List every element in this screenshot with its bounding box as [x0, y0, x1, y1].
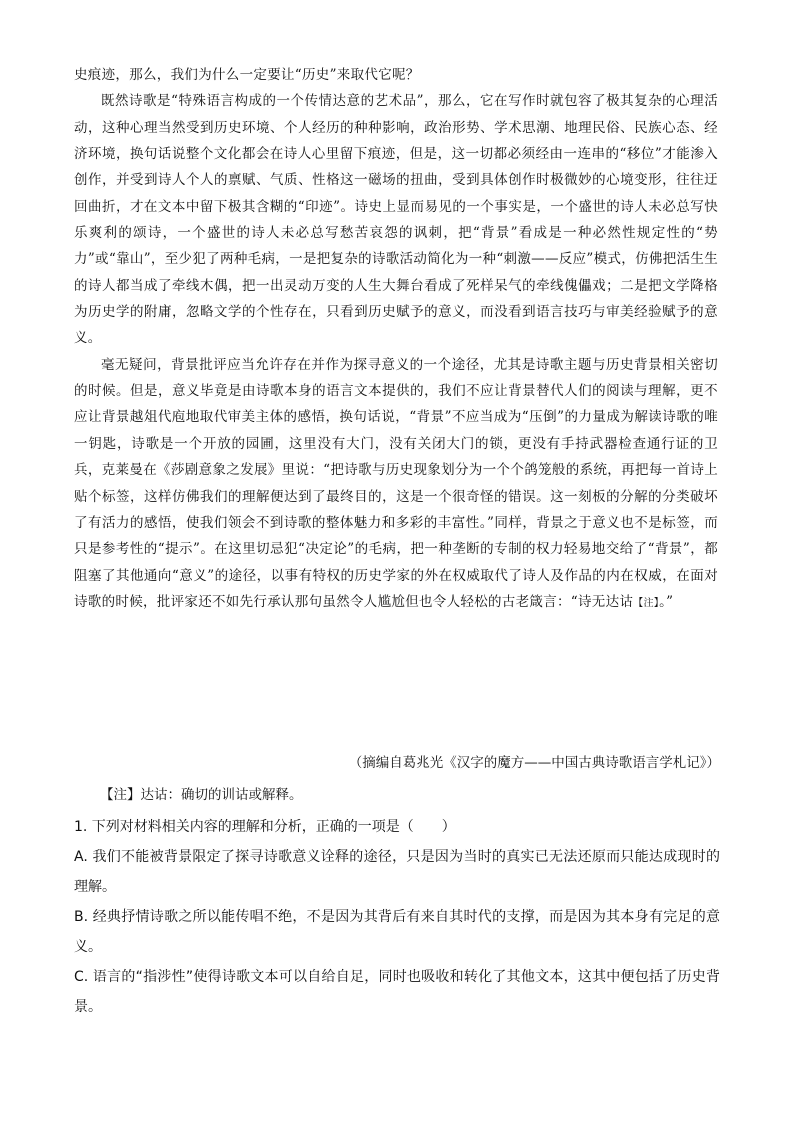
option-b[interactable]: B. 经典抒情诗歌之所以能传唱不绝，不是因为其背后有来自其时代的支撑，而是因为其本身有完足的意义。: [74, 909, 720, 955]
paragraph-2-end: 。”: [659, 593, 674, 610]
option-a[interactable]: A. 我们不能被背景限定了探寻诗歌意义诠释的途径，只是因为当时的真实已无法还原而只能达成现时的理解。: [74, 849, 720, 895]
passage-paragraph-2: [74, 352, 718, 617]
passage: [74, 62, 718, 617]
option-c[interactable]: C. 语言的“指涉性”使得诗歌文本可以自给自足，同时也吸收和转化了其他文本，这其中便包括了历史背景。: [74, 969, 720, 1015]
passage-paragraph-0: 史痕迹，那么，我们为什么一定要让“历史”来取代它呢？: [74, 67, 420, 83]
source-citation: （摘编自葛兆光《汉字的魔方——中国古典诗歌语言学札记》）: [348, 755, 720, 771]
footnote: 【注】达诂：确切的训诂或解释。: [100, 787, 303, 803]
passage-paragraph-1: 既然诗歌是“特殊语言构成的一个传情达意的艺术品”，那么，它在写作时就包容了极其复杂的心理活动，这种心理当然受到历史环境、个人经历的种种影响，政治形势、学术思潮、地理民俗、民族心态、经济环境，换句话说整个文化都会在诗人心里留下痕迹，但是，这一切都必须经由一连串的“移位”才能渗入创作，并受到诗人个人的禀赋、气质、性格这一磁场的扭曲，受到具体创作时极微妙的心境变形，往往迂回曲折，才在文本中留下极其含糊的“印迹”。诗史上显而易见的一个事实是，一个盛世的诗人未必总写快乐爽利的颂诗，一个盛世的诗人未必总写愁苦哀怨的讽刺，把“背景”看成是一种必然性规定性的“势力”或“靠山”，至少犯了两种毛病，一是把复杂的诗歌活动简化为一种“刺激——反应”模式，仿佛把活生生的诗人都当成了牵线木偶，把一出灵动万变的人生大舞台看成了死样呆气的牵线傀儡戏；二是把文学降格为历史学的附庸，忽略文学的个性存在，只看到历史赋予的意义，而没看到语言技巧与审美经验赋予的意义。: [74, 93, 718, 347]
question-block: [74, 812, 720, 1022]
question-stem: 1. 下列对材料相关内容的理解和分析，正确的一项是（ ）: [74, 819, 456, 835]
paragraph-2-text: 毫无疑问，背景批评应当允许存在并作为探寻意义的一个途径，尤其是诗歌主题与历史背景相关密切的时候。但是，意义毕竟是由诗歌本身的语言文本提供的，我们不应让背景替代人们的阅读与理解，更不应让背景越俎代庖地取代审美主体的感悟，换句话说，“背景”不应当成为“压倒”的力量成为解读诗歌的唯一钥匙，诗歌是一个开放的园圃，这里没有大门，没有关闭大门的锁，更没有手持武器检查通行证的卫兵，克莱曼在《莎剧意象之发展》里说：“把诗歌与历史现象划分为一个个鸽笼般的系统，再把每一首诗上贴个标签，这样仿佛我们的理解便达到了最终目的，这是一个很奇怪的错误。这一刻板的分解的分类破坏了有活力的感悟，使我们领会不到诗歌的整体魅力和多彩的丰富性。”同样，背景之于意义也不是标签，而只是参考性的“提示”。在这里切忌犯“决定论”的毛病，把一种垄断的专制的权力轻易地交给了“背景”，都阻塞了其他通向“意义”的途径，以事有特权的历史学家的外在权威取代了诗人及作品的内在权威，在面对诗歌的时候，批评家还不如先行承认那句虽然令人尴尬但也令人轻松的古老箴言：“诗无达诂: [74, 356, 718, 610]
annotation-mark: 【注】: [633, 597, 660, 609]
